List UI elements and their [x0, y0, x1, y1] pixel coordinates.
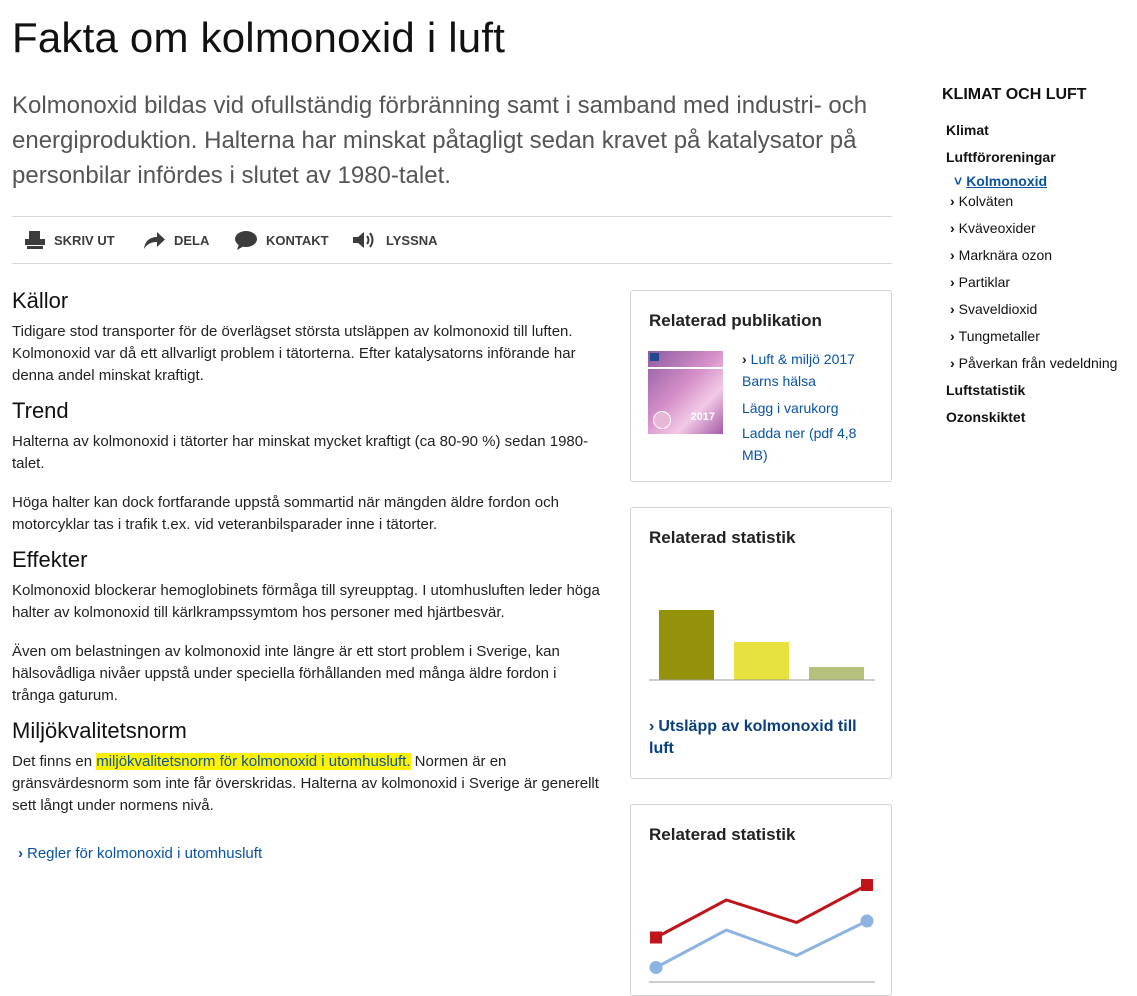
section-heading-trend: Trend — [12, 398, 69, 423]
sidebar-sub-item-label: Tungmetaller — [958, 328, 1040, 344]
sidebar-nav — [942, 86, 1132, 425]
chevron-right-icon: › — [950, 274, 955, 290]
publication-title-link[interactable] — [742, 348, 877, 392]
action-toolbar — [12, 216, 892, 264]
chevron-right-icon: › — [649, 718, 655, 735]
print-button[interactable] — [24, 217, 115, 263]
kallor-paragraph: Tidigare stod transporter för de överlägset största utsläppen av kolmonoxid till luften. Kolmonoxid var då ett allvarligt problem i tätorterna. Efter katalysatorns införande har denna andel minskat kraftigt. — [12, 323, 576, 384]
chevron-right-icon: › — [950, 247, 955, 263]
related-publication-card — [630, 290, 892, 482]
trend-paragraph-1: Halterna av kolmonoxid i tätorter har minskat mycket kraftigt (ca 80-90 %) sedan 1980-talet. — [12, 433, 589, 472]
page-title: Fakta om kolmonoxid i luft — [12, 14, 506, 61]
sidebar-item-luftstatistik[interactable]: Luftstatistik — [946, 382, 1026, 398]
sidebar-sub-item[interactable] — [950, 355, 1132, 371]
sidebar-sub-item-label: Kväveoxider — [958, 220, 1036, 236]
chevron-right-icon: › — [950, 301, 955, 317]
publication-title-line1: Luft & miljö 2017 — [750, 351, 855, 367]
main-content — [12, 288, 602, 863]
share-arrow-icon — [142, 230, 166, 250]
bar — [734, 642, 789, 680]
rules-link-label: Regler för kolmonoxid i utomhusluft — [27, 845, 263, 862]
norm-text-pre: Det finns en — [12, 753, 97, 770]
listen-label: LYSSNA — [386, 232, 438, 248]
sidebar-sub-item[interactable] — [950, 301, 1132, 317]
chevron-down-icon: ˅ — [954, 173, 963, 189]
sidebar-sub-item[interactable] — [950, 220, 1132, 236]
data-point — [861, 879, 873, 891]
section-heading-norm: Miljökvalitetsnorm — [12, 718, 187, 743]
data-point — [861, 915, 874, 928]
trend-paragraph-2: Höga halter kan dock fortfarande uppstå sommartid när mängden äldre fordon och motorcyklar tas i trafik t.ex. vid veteranbilsparader inne i tätorter. — [12, 494, 559, 533]
speech-bubble-icon — [234, 230, 258, 250]
sidebar-item-klimat[interactable]: Klimat — [946, 122, 989, 138]
bar-chart[interactable] — [631, 578, 891, 698]
related-statistics-card-2 — [630, 804, 892, 996]
rules-link[interactable] — [18, 845, 262, 862]
stat-card-1-link[interactable] — [649, 716, 874, 760]
sidebar-sub-item-label: Påverkan från vedeldning — [958, 355, 1118, 371]
share-button[interactable] — [142, 217, 209, 263]
sidebar-sub-item-label: Partiklar — [958, 274, 1011, 290]
chevron-right-icon: › — [950, 355, 955, 371]
chevron-right-icon: › — [950, 328, 955, 344]
line-chart[interactable] — [631, 860, 891, 985]
chevron-right-icon: › — [18, 845, 23, 862]
cover-year: 2017 — [690, 411, 715, 423]
norm-text-post: Normen är en gränsvärdesnorm som inte får överskridas. Halterna av kolmonoxid i Sverige är generellt sett långt under normens nivå. — [12, 753, 599, 814]
sidebar-sub-item[interactable] — [950, 247, 1132, 263]
sidebar-sub-item-label: Svaveldioxid — [958, 301, 1038, 317]
page-lead: Kolmonoxid bildas vid ofullständig förbränning samt i samband med industri- och energiproduktion. Halterna har minskat påtagligt sedan kravet på katalysator på personbilar infördes i slutet av 1980-talet. — [12, 92, 868, 189]
cover-badge — [653, 411, 671, 429]
sidebar-active-label: Kolmonoxid — [966, 173, 1048, 189]
contact-label: KONTAKT — [266, 232, 329, 248]
sidebar-sub-item[interactable] — [950, 328, 1132, 344]
cover-divider — [648, 367, 723, 369]
sidebar-sub-item[interactable] — [950, 193, 1132, 209]
print-icon — [24, 230, 46, 250]
norm-paragraph — [12, 751, 602, 817]
publisher-logo — [650, 353, 659, 361]
section-heading-kallor: Källor — [12, 288, 69, 313]
chevron-right-icon: › — [950, 193, 955, 209]
bar — [659, 610, 714, 680]
stat-card-2-heading: Relaterad statistik — [649, 825, 796, 844]
share-label: DELA — [174, 232, 210, 248]
data-point — [650, 932, 662, 944]
effekter-paragraph-1: Kolmonoxid blockerar hemoglobinets förmåga till syreupptag. I utomhusluften leder höga halter av kolmonoxid till kärlkrampssymtom hos personer med hjärtbesvär. — [12, 582, 600, 621]
sidebar-heading: KLIMAT OCH LUFT — [942, 86, 1087, 103]
publication-title-line2: Barns hälsa — [742, 373, 816, 389]
series-line — [656, 885, 867, 938]
data-point — [650, 961, 663, 974]
listen-button[interactable] — [352, 217, 438, 263]
sidebar-sub-item-label: Marknära ozon — [958, 247, 1053, 263]
sidebar-item-kolmonoxid[interactable] — [954, 173, 1132, 189]
publication-card-heading: Relaterad publikation — [649, 311, 822, 330]
publication-cover-image[interactable] — [648, 351, 723, 434]
sidebar-sub-list — [942, 193, 1132, 371]
contact-button[interactable] — [234, 217, 329, 263]
speaker-icon — [352, 230, 378, 250]
sidebar-sub-item-label: Kolväten — [958, 193, 1014, 209]
section-heading-effekter: Effekter — [12, 547, 88, 572]
effekter-paragraph-2: Även om belastningen av kolmonoxid inte längre är ett stort problem i Sverige, kan hälsovådliga nivåer uppstå under speciella förhållanden med många äldre fordon i trånga gaturum. — [12, 643, 560, 704]
chevron-right-icon: › — [742, 351, 747, 367]
chevron-right-icon: › — [950, 220, 955, 236]
stat-card-1-link-label: Utsläpp av kolmonoxid till luft — [649, 718, 857, 757]
stat-card-1-heading: Relaterad statistik — [649, 528, 796, 547]
series-line — [656, 921, 867, 968]
sidebar-sub-item[interactable] — [950, 274, 1132, 290]
download-pdf-link[interactable]: Ladda ner (pdf 4,8 MB) — [742, 425, 857, 463]
add-to-cart-link[interactable]: Lägg i varukorg — [742, 400, 839, 416]
related-statistics-card-1 — [630, 507, 892, 779]
print-label: SKRIV UT — [54, 232, 115, 248]
bar — [809, 667, 864, 680]
norm-highlighted-link[interactable]: miljökvalitetsnorm för kolmonoxid i utomhusluft. — [96, 753, 411, 770]
sidebar-item-ozonskiktet[interactable]: Ozonskiktet — [946, 409, 1026, 425]
sidebar-item-luftfororeningar[interactable]: Luftföroreningar — [946, 149, 1056, 165]
